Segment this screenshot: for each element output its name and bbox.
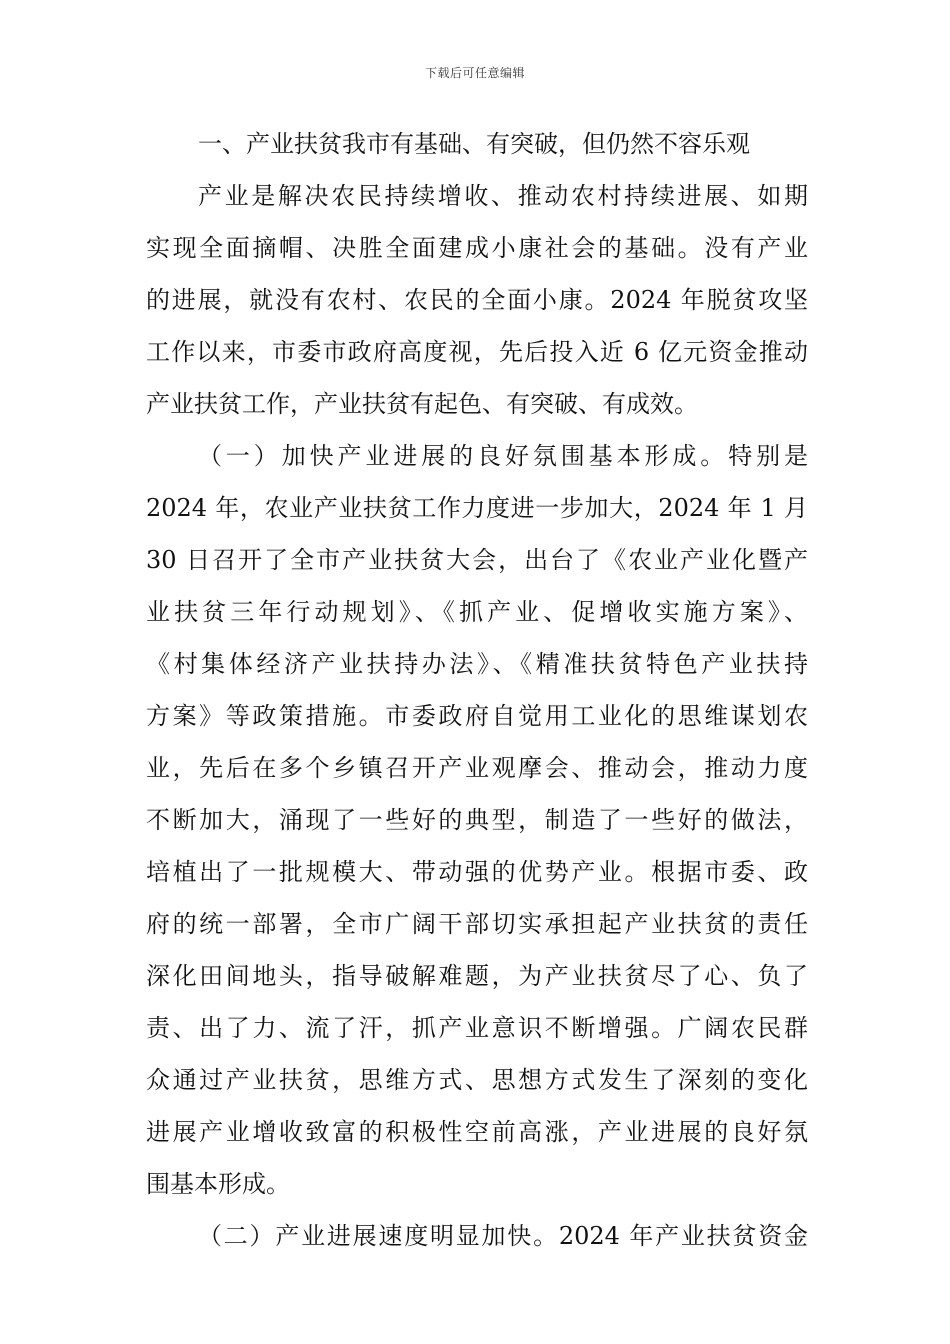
- paragraph-line: 产业扶贫工作，产业扶贫有起色、有突破、有成效。: [146, 390, 698, 418]
- subsection-heading-line: （一）加快产业进展的良好氛围基本形成。特别是: [198, 442, 808, 470]
- subsection-heading-line: （二）产业进展速度明显加快。2024 年产业扶贫资金: [198, 1222, 808, 1250]
- paragraph-line: 30 日召开了全市产业扶贫大会，出台了《农业产业化暨产: [146, 546, 808, 574]
- paragraph-line: 的进展，就没有农村、农民的全面小康。2024 年脱贫攻坚: [146, 286, 808, 314]
- paragraph-line: 进展产业增收致富的积极性空前高涨，产业进展的良好氛: [146, 1118, 808, 1146]
- page-header: 下载后可任意编辑: [424, 66, 525, 80]
- document-body: [146, 118, 808, 1262]
- paragraph-line: 《村集体经济产业扶持办法》、《精准扶贫特色产业扶持: [146, 650, 808, 678]
- paragraph-line: 府的统一部署，全市广阔干部切实承担起产业扶贫的责任: [146, 910, 808, 938]
- section-heading: 一、产业扶贫我市有基础、有突破，但仍然不容乐观: [198, 130, 750, 158]
- paragraph-line: 方案》等政策措施。市委政府自觉用工业化的思维谋划农: [146, 702, 808, 730]
- paragraph-line: 工作以来，市委市政府高度视，先后投入近 6 亿元资金推动: [146, 338, 808, 366]
- paragraph-line: 责、出了力、流了汗，抓产业意识不断增强。广阔农民群: [146, 1014, 808, 1042]
- paragraph-line: 培植出了一批规模大、带动强的优势产业。根据市委、政: [146, 858, 808, 886]
- paragraph-line: 业扶贫三年行动规划》、《抓产业、促增收实施方案》、: [146, 598, 808, 626]
- paragraph-line: 产业是解决农民持续增收、推动农村持续进展、如期: [198, 182, 808, 210]
- paragraph-line: 深化田间地头，指导破解难题，为产业扶贫尽了心、负了: [146, 962, 808, 990]
- paragraph-line: 众通过产业扶贫，思维方式、思想方式发生了深刻的变化: [146, 1066, 808, 1094]
- paragraph-line: 业，先后在多个乡镇召开产业观摩会、推动会，推动力度: [146, 754, 808, 782]
- paragraph-line: 不断加大，涌现了一些好的典型，制造了一些好的做法，: [146, 806, 808, 834]
- paragraph-line: 实现全面摘帽、决胜全面建成小康社会的基础。没有产业: [146, 234, 808, 262]
- paragraph-line: 围基本形成。: [146, 1170, 290, 1198]
- paragraph-line: 2024 年，农业产业扶贫工作力度进一步加大，2024 年 1 月: [146, 494, 808, 522]
